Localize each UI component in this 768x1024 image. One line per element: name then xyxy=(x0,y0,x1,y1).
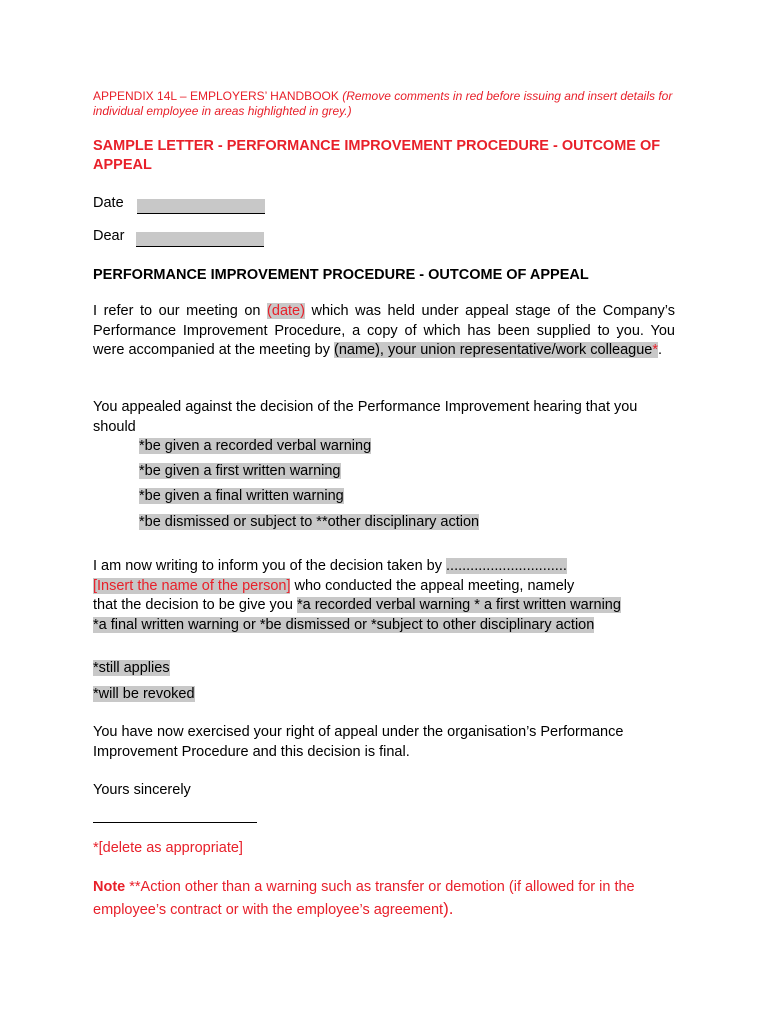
option-item xyxy=(139,462,341,481)
note-end: ). xyxy=(443,899,454,918)
outcome-item xyxy=(93,685,675,705)
insert-name-placeholder: [Insert the name of the person] xyxy=(93,577,291,594)
option-item xyxy=(139,487,344,506)
para1-star: * xyxy=(652,342,659,358)
outcome-text: *still applies xyxy=(93,660,170,676)
footer-note xyxy=(93,877,675,921)
para3-text-b: who conducted the appeal meeting, namely xyxy=(290,577,575,594)
closing: Yours sincerely xyxy=(93,782,191,798)
signature-line[interactable] xyxy=(93,822,257,823)
decider-placeholder: .............................. xyxy=(446,558,567,574)
outcome-item xyxy=(93,659,675,679)
para3-text-a: I am now writing to inform you of the decision taken by xyxy=(93,558,447,574)
date-field-row xyxy=(93,194,675,214)
option-text: *be given a first written warning xyxy=(139,463,341,479)
option-text: *be dismissed or subject to **other disciplinary action xyxy=(139,514,480,530)
option-text: *be given a final written warning xyxy=(139,488,344,504)
note-label: Note xyxy=(93,879,126,895)
para3-text-c: that the decision to be give you xyxy=(93,597,297,613)
paragraph-appeal: You appealed against the decision of the Performance Improvement hearing that you should xyxy=(93,399,638,435)
appendix-instructions: (Remove comments in red before issuing and insert details for individual employee in areas highlighted in grey.) xyxy=(93,89,673,118)
appendix-label: APPENDIX 14L – EMPLOYERS’ HANDBOOK xyxy=(93,89,339,103)
outcome-text: *will be revoked xyxy=(93,686,195,702)
date-label: Date xyxy=(93,195,124,211)
dear-field-row xyxy=(93,227,675,247)
note-text: **Action other than a warning such as transfer or demotion (if allowed for in the employee’s contract or with the employee’s agreement xyxy=(93,879,635,918)
option-item xyxy=(139,513,479,532)
page-title: SAMPLE LETTER - PERFORMANCE IMPROVEMENT PROCEDURE - OUTCOME OF APPEAL xyxy=(93,138,661,173)
meeting-date-placeholder: (date) xyxy=(267,303,305,319)
paragraph-final: You have now exercised your right of appeal under the organisation’s Performance Improvement Procedure and this decision is final. xyxy=(93,724,624,760)
paragraph-meeting xyxy=(93,302,675,361)
dear-label: Dear xyxy=(93,228,125,244)
appendix-header xyxy=(93,89,675,119)
companion-placeholder: (name), your union representative/work colleague xyxy=(334,342,653,358)
para1-text-a: I refer to our meeting on xyxy=(93,303,268,319)
para1-end: . xyxy=(658,342,663,358)
delete-note: *[delete as appropriate] xyxy=(93,840,243,856)
dear-field[interactable] xyxy=(136,232,264,247)
date-field[interactable] xyxy=(137,199,265,214)
paragraph-decision xyxy=(93,557,675,635)
option-item xyxy=(139,437,371,456)
letter-subject: PERFORMANCE IMPROVEMENT PROCEDURE - OUTCOME OF APPEAL xyxy=(93,267,589,283)
decision-options-1: *a recorded verbal warning * a first written warning xyxy=(296,597,621,613)
decision-options-2: *a final written warning or *be dismissed or *subject to other disciplinary action xyxy=(93,616,595,633)
para1-text-b: which was held under appeal stage of the Company’s Performance Improvement Procedure, a copy of which has been supplied to you. You were accompanied at the meeting by xyxy=(93,303,675,358)
option-text: *be given a recorded verbal warning xyxy=(139,438,372,454)
